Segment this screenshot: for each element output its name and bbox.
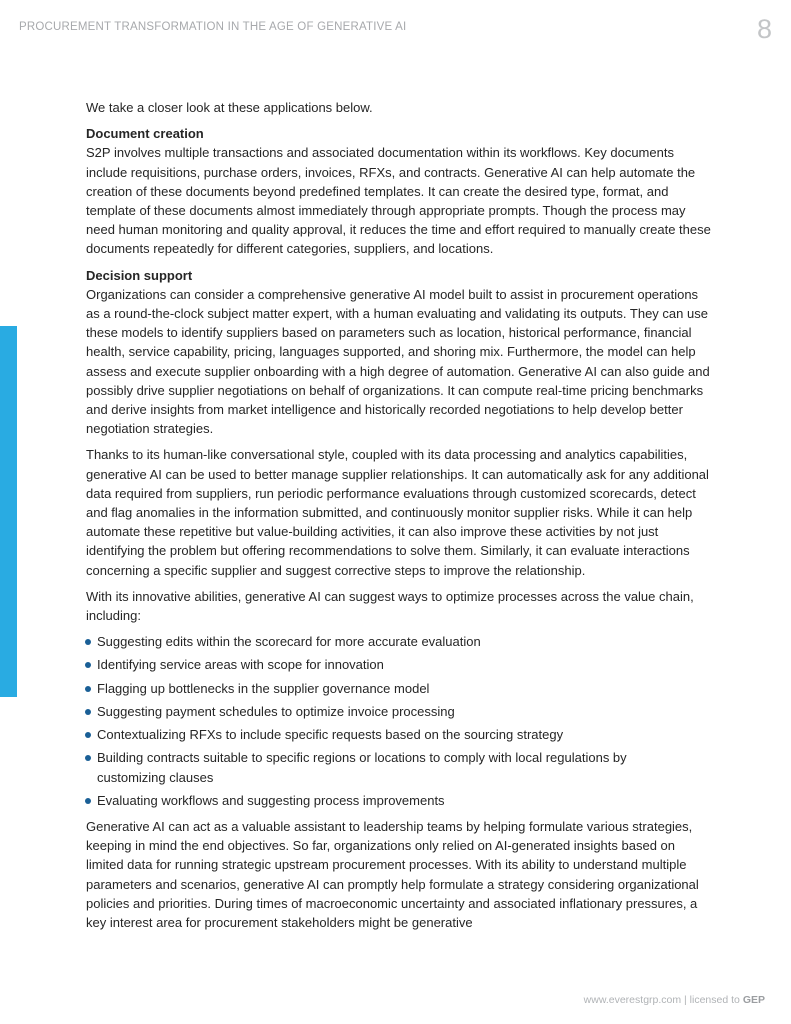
list-item-text: Flagging up bottlenecks in the supplier governance model [97,680,430,696]
bullet-icon [85,732,91,738]
bullet-icon [85,709,91,715]
intro-paragraph: We take a closer look at these applications below. [86,100,373,115]
list-item-text: Suggesting edits within the scorecard for more accurate evaluation [97,634,481,650]
bullet-icon [85,639,91,645]
running-header: PROCUREMENT TRANSFORMATION IN THE AGE OF GENERATIVE AI [19,21,407,33]
document-creation-paragraph: S2P involves multiple transactions and associated documentation within its workflows. Key documents include requisitions, purchase orders, invoices, RFXs, and contracts. Generative AI can help automate the creation of these documents beyond predefined templates. It can create the desired type, format, and template of these documents almost immediately through appropriate prompts. Though the process may need human monitoring and quality approval, it reduces the time and effort required to manually create these documents repeatedly for different categories, suppliers, and locations. [86,145,711,257]
decision-support-paragraph: Organizations can consider a comprehensive generative AI model built to assist in procurement operations as a round-the-clock subject matter expert, with a human evaluating and validating its outputs. They can use these models to identify suppliers based on parameters such as location, historical performance, financial health, service capability, pricing, languages supported, and shoring mix. Furthermore, the model can help assess and execute supplier onboarding with a high degree of automation. Generative AI can also guide and possibly drive supplier negotiations on behalf of organizations. It can compute real-time pricing benchmarks and derive insights from market intelligence and historically recorded negotiations to help develop better negotiation strategies. [86,286,710,437]
section-heading-document-creation: Document creation [86,126,204,142]
page-number: 8 [756,14,772,44]
bullet-icon [85,755,91,761]
list-item-text: Suggesting payment schedules to optimize invoice processing [97,703,455,719]
footer-brand: GEP [742,994,765,1006]
list-item [86,632,714,651]
main-content [86,98,714,939]
list-item-text: Evaluating workflows and suggesting process improvements [97,792,445,808]
list-item [86,702,714,721]
optimization-bullet-list [86,632,714,810]
optimize-intro-paragraph: With its innovative abilities, generative AI can suggest ways to optimize processes across the value chain, including: [86,588,694,624]
list-item [86,655,714,674]
bullet-icon [85,662,91,668]
bullet-icon [85,798,91,804]
supplier-relationships-paragraph: Thanks to its human-like conversational style, coupled with its data processing and analytics capabilities, generative AI can be used to better manage supplier relationships. It can automatically ask for any additional data required from suppliers, run periodic performance evaluations through customized scorecards, detect and flag anomalies in the information submitted, and continuously monitor supplier risks. While it can help automate these repetitive but value-building activities, it can also improve these activities by not just identifying the problem but offering recommendations to solve them. Similarly, it can evaluate interactions concerning a specific supplier and suggest corrective steps to improve the relationship. [86,447,709,578]
accent-side-bar [0,326,17,697]
list-item [86,748,714,786]
list-item [86,791,714,810]
page-footer [584,994,765,1006]
list-item-text: Building contracts suitable to specific regions or locations to comply with local regulations by customizing clauses [97,750,627,785]
footer-site-text: www.everestgrp.com | licensed to [583,994,740,1006]
list-item [86,725,714,744]
list-item-text: Identifying service areas with scope for innovation [97,657,384,673]
list-item [86,679,714,698]
section-heading-decision-support: Decision support [86,267,193,283]
leadership-paragraph: Generative AI can act as a valuable assistant to leadership teams by helping formulate various strategies, keeping in mind the end objectives. So far, organizations only relied on AI-generated insights based on limited data for running strategic upstream procurement processes. With its ability to understand multiple parameters and scenarios, generative AI can promptly help formulate a strategy considering organizational policies and priorities. During times of macroeconomic uncertainty and associated inflationary pressures, a key interest area for procurement stakeholders might be generative [86,818,699,930]
bullet-icon [85,686,91,692]
list-item-text: Contextualizing RFXs to include specific requests based on the sourcing strategy [97,727,564,743]
